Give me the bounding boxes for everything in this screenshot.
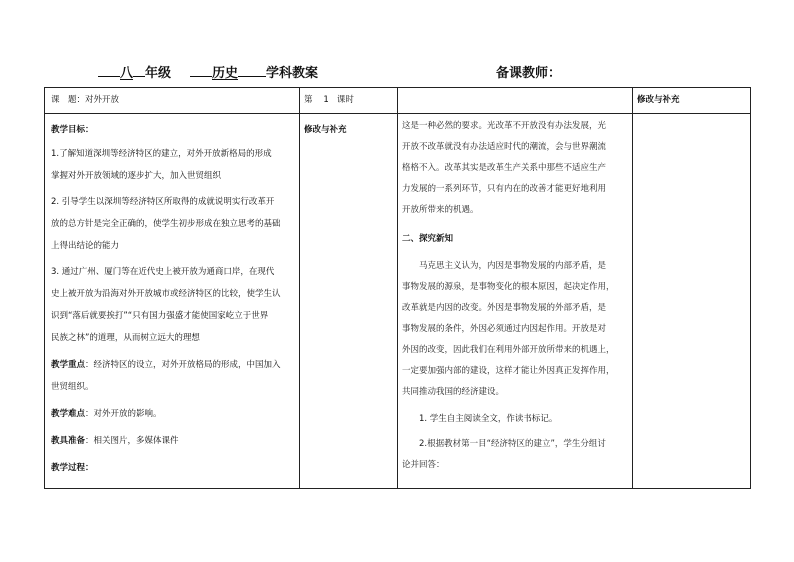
section-title: 二、探究新知 xyxy=(402,234,454,244)
column-divider-1 xyxy=(299,88,300,488)
goals-title: 教学目标： xyxy=(51,125,94,135)
intro-line: 这是一种必然的要求。光改革不开放没有办法发展，光 xyxy=(402,121,607,131)
step-2-line: 2.根据教材第一目“经济特区的建立”，学生分组讨 xyxy=(402,439,606,449)
lesson-prefix: 第 xyxy=(304,95,313,105)
subject-suffix: 学科教案 xyxy=(266,66,319,81)
difficulty-label: 教学难点 xyxy=(51,409,86,419)
intro-line: 力发展的一系列环节，只有内在的改善才能更好地利用 xyxy=(402,184,607,194)
goal-3-line: 史上被开放为沿海对外开放城市或经济特区的比较，使学生认 xyxy=(51,289,281,299)
body-line: 改革就是内因的改变。外因是事物发展的外部矛盾，是 xyxy=(402,303,607,313)
tools xyxy=(51,435,179,447)
topic-label: 课 题： xyxy=(51,95,86,105)
grade-field xyxy=(98,62,171,81)
topic-cell xyxy=(51,94,119,106)
body-paragraph xyxy=(402,256,630,403)
body-line: 共同推动我国的经济建设。 xyxy=(402,387,505,397)
teacher-label: 备课教师： xyxy=(496,66,562,81)
intro-line: 格格不入。改革其实是改革生产关系中那些不适应生产 xyxy=(402,163,607,173)
subject-value: 历史 xyxy=(212,66,239,81)
key-points-cont: 世贸组织。 xyxy=(51,382,94,392)
body-line: 一定要加强内部的建设，这样才能让外因真正发挥作用， xyxy=(402,366,615,376)
column-divider-3 xyxy=(632,88,633,488)
key-points-text: ：经济特区的设立，对外开放格局的形成，中国加入 xyxy=(85,360,281,370)
document-header xyxy=(98,62,738,82)
difficulty xyxy=(51,408,162,420)
header-row-divider xyxy=(45,113,750,114)
intro-paragraph xyxy=(402,116,630,221)
grade-blank-right xyxy=(133,63,145,77)
revise-mid-label: 修改与补充 xyxy=(304,125,347,135)
lesson-number: 1 xyxy=(323,95,329,105)
body-line: 外因的改变，因此我们在利用外部开放所带来的机遇上， xyxy=(402,345,615,355)
goal-2-line: 放的总方针是完全正确的，使学生初步形成在独立思考的基础 xyxy=(51,219,281,229)
goal-1b: 掌握对外开放领域的逐步扩大，加入世贸组织 xyxy=(51,171,222,181)
grade-value: 八 xyxy=(120,66,134,81)
goal-2-line: 2. 引导学生以深圳等经济特区所取得的成就说明实行改革开 xyxy=(51,197,275,207)
goal-3-line: 识到“落后就要挨打”“只有国力强盛才能使国家屹立于世界 xyxy=(51,311,269,321)
process-label: 教学过程： xyxy=(51,463,94,473)
body-line: 事物发展的源泉，是事物变化的根本原因，起决定作用， xyxy=(402,282,615,292)
topic-value: 对外开放 xyxy=(85,95,120,105)
grade-blank-left xyxy=(98,63,120,77)
lesson-plan-table xyxy=(44,87,751,489)
step-2 xyxy=(402,434,630,476)
difficulty-text: ：对外开放的影响。 xyxy=(85,409,162,419)
tools-label: 教具准备 xyxy=(51,436,86,446)
body-line: 事物发展的条件，外因必须通过内因起作用。开放是对 xyxy=(402,324,607,334)
intro-line: 开放所带来的机遇。 xyxy=(402,205,479,215)
body-line: 马克思主义认为，内因是事物发展的内部矛盾，是 xyxy=(402,261,607,271)
grade-suffix: 年级 xyxy=(145,66,172,81)
subject-blank-right xyxy=(238,63,266,77)
step-1: 1. 学生自主阅读全文，作读书标记。 xyxy=(402,414,558,424)
subject-blank-left xyxy=(190,63,212,77)
intro-line: 开放不改革就没有办法适应时代的潮流，会与世界潮流 xyxy=(402,142,607,152)
lesson-suffix: 课时 xyxy=(336,95,354,105)
tools-text: ：相关图片，多媒体课件 xyxy=(85,436,179,446)
key-points-label: 教学重点 xyxy=(51,360,86,370)
key-points xyxy=(51,359,281,371)
goal-3-line: 3. 通过广州、厦门等在近代史上被开放为通商口岸，在现代 xyxy=(51,267,275,277)
goal-1: 1.了解知道深圳等经济特区的建立，对外开放新格局的形成 xyxy=(51,149,272,159)
step-2-line: 论并回答： xyxy=(402,460,445,470)
goal-3-line: 民族之林”的道理，从而树立远大的理想 xyxy=(51,333,200,343)
column-divider-2 xyxy=(397,88,398,488)
subject-field xyxy=(190,62,318,81)
lesson-count-cell xyxy=(304,94,354,106)
goal-2-line: 上得出结论的能力 xyxy=(51,241,120,251)
revise-header: 修改与补充 xyxy=(637,95,680,105)
